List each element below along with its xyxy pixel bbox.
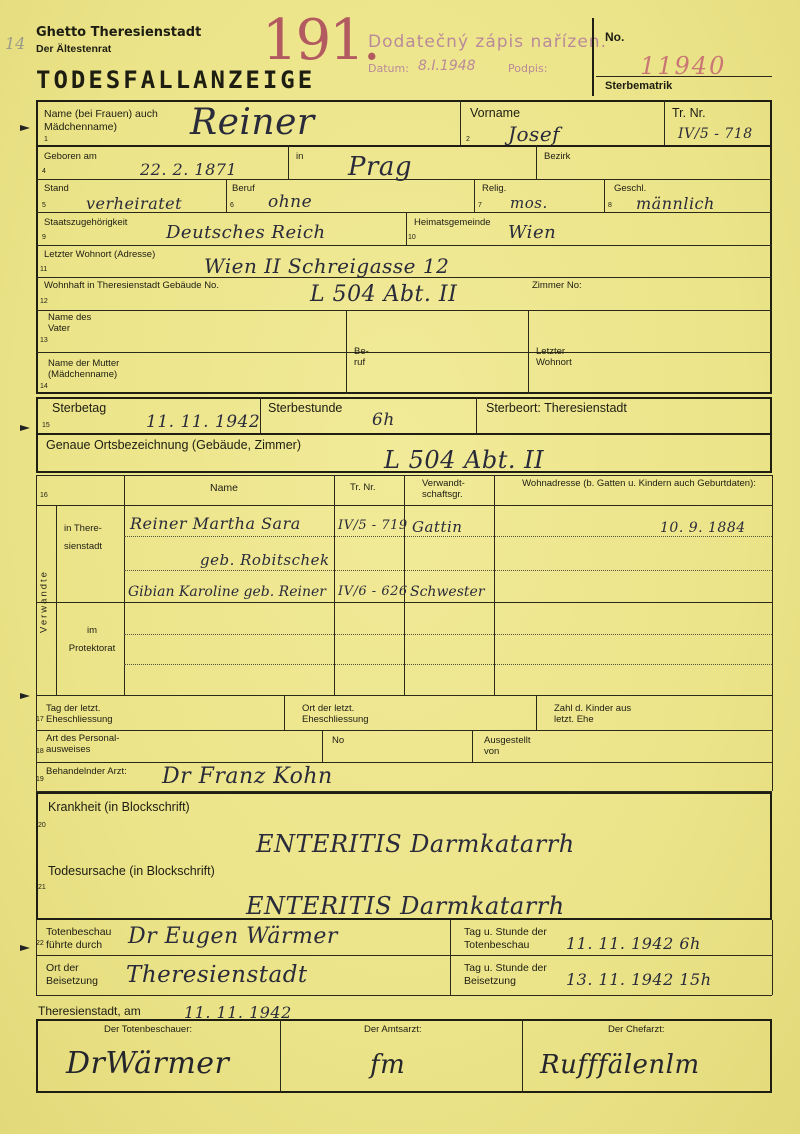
col-divider — [460, 100, 461, 145]
field-number: 14 — [40, 383, 48, 390]
ausweis-no-label: No — [332, 735, 345, 746]
staats-value: Deutsches Reich — [166, 222, 326, 243]
field-number: 16 — [40, 492, 48, 499]
row-divider — [124, 536, 772, 537]
krankheit-label: Krankheit (in Blockschrift) — [48, 800, 190, 814]
col-divider — [536, 145, 537, 179]
row-divider — [36, 695, 772, 696]
row-divider — [36, 433, 772, 435]
sterbematrik-label: Sterbematrik — [605, 80, 673, 92]
stamp-date: 8.I.1948 — [418, 58, 476, 74]
col-divider — [604, 179, 605, 212]
rel-header-name: Name — [210, 482, 239, 494]
field-number: 6 — [230, 202, 234, 209]
sterbetag-label: Sterbetag — [52, 401, 107, 415]
no-value: 11940 — [640, 52, 727, 80]
col-divider — [772, 475, 773, 695]
field-number: 19 — [36, 776, 44, 783]
rel-row2-name: geb. Robitschek — [200, 551, 330, 569]
wohnort-value: Wien II Schreigasse 12 — [204, 254, 450, 278]
sterbestunde-value: 6h — [372, 410, 395, 430]
field-number: 8 — [608, 202, 612, 209]
field-number: 18 — [36, 748, 44, 755]
field-number: 1 — [44, 136, 48, 143]
field-number: 7 — [478, 202, 482, 209]
field-number: 15 — [42, 422, 50, 429]
name-label: Name (bei Frauen) auch Mädchenname) — [44, 108, 158, 133]
stamp-dodatecny: Dodatečný zápis nařízen. — [368, 32, 607, 52]
beruf-value: ohne — [268, 192, 313, 212]
rel-row3-rel: Schwester — [410, 584, 485, 600]
row-divider — [36, 995, 772, 996]
signature-chefarzt: Rufffälenlm — [540, 1050, 700, 1080]
col-divider — [772, 920, 773, 995]
arzt-value: Dr Franz Kohn — [162, 764, 333, 789]
col-divider — [472, 730, 473, 762]
punch-hole-icon — [20, 420, 30, 430]
ort-beisetzung-label: Ort der Beisetzung — [46, 962, 98, 987]
signature-amtsarzt: fm — [370, 1050, 406, 1080]
trnr-value: IV/5 - 718 — [678, 126, 753, 142]
stand-value: verheiratet — [86, 194, 183, 213]
rel-header-trnr: Tr. Nr. — [350, 482, 376, 493]
trnr-label: Tr. Nr. — [672, 106, 706, 120]
col-divider — [522, 1019, 523, 1093]
geschl-value: männlich — [636, 194, 715, 213]
rel-row3-trnr: IV/6 - 626 — [338, 584, 408, 599]
tag-ehe-label: Tag der letzt. Eheschliessung — [46, 703, 113, 725]
rel-in-there: in There- sienstadt — [64, 523, 103, 552]
letzter-wohnort-label: Letzter Wohnort — [536, 346, 572, 368]
sterbeort-label: Sterbeort: Theresienstadt — [486, 401, 627, 415]
row-divider — [36, 310, 772, 311]
col-divider — [226, 179, 227, 212]
rel-im-protektorat: im Protektorat — [68, 625, 116, 654]
col-divider — [36, 920, 37, 995]
place-date-label: Theresienstadt, am — [38, 1004, 141, 1018]
row-divider — [36, 145, 772, 147]
field-number: 17 — [36, 716, 44, 723]
wohnhaft-label: Wohnhaft in Theresienstadt Gebäude No. — [44, 280, 219, 291]
field-number: 21 — [38, 884, 46, 891]
col-divider — [406, 212, 407, 245]
col-divider — [124, 475, 125, 695]
row-divider — [124, 570, 772, 571]
corner-mark: 14 — [5, 34, 26, 53]
field-number: 20 — [38, 822, 46, 829]
relig-value: mos. — [510, 194, 548, 212]
totenbeschau-value: Dr Eugen Wärmer — [128, 924, 338, 949]
wohnort-label: Letzter Wohnort (Adresse) — [44, 249, 156, 260]
vorname-value: Josef — [508, 122, 561, 146]
krankheit-value: ENTERITIS Darmkatarrh — [256, 830, 575, 858]
org-subtitle: Der Ältestenrat — [36, 43, 112, 55]
sterbestunde-label: Sterbestunde — [268, 401, 343, 415]
rel-row3-name: Gibian Karoline geb. Reiner — [128, 584, 326, 600]
form-title: TODESFALLANZEIGE — [36, 66, 316, 94]
heimat-value: Wien — [508, 222, 557, 243]
col-divider — [322, 730, 323, 762]
field-number: 5 — [42, 202, 46, 209]
geboren-label: Geboren am — [44, 151, 97, 162]
ausgestellt-label: Ausgestellt von — [484, 735, 531, 757]
todesursache-value: ENTERITIS Darmkatarrh — [246, 892, 565, 920]
field-number: 2 — [466, 136, 470, 143]
vater-label: Name des Vater — [48, 312, 92, 334]
staats-label: Staatszugehörigkeit — [44, 217, 128, 228]
rel-row1-rel: Gattin — [412, 518, 463, 536]
tag-beisetzung-value: 13. 11. 1942 15h — [566, 970, 712, 989]
tag-totenbeschau-label: Tag u. Stunde der Totenbeschau — [464, 926, 547, 951]
beruf-label: Beruf — [232, 183, 255, 194]
row-divider — [36, 955, 772, 956]
ortsbez-value: L 504 Abt. II — [384, 446, 545, 474]
totenbeschauer-label: Der Totenbeschauer: — [104, 1024, 193, 1035]
arzt-label: Behandelnder Arzt: — [46, 766, 127, 777]
todesursache-label: Todesursache (in Blockschrift) — [48, 864, 215, 878]
totenbeschau-label: Totenbeschau führte durch — [46, 926, 112, 951]
vorname-label: Vorname — [470, 106, 521, 120]
col-divider — [334, 475, 335, 695]
ausweis-label: Art des Personal- ausweises — [46, 733, 120, 755]
col-divider — [474, 179, 475, 212]
ort-ehe-label: Ort der letzt. Eheschliessung — [302, 703, 369, 725]
col-divider — [494, 475, 495, 695]
no-underline — [596, 76, 772, 77]
ortsbez-label: Genaue Ortsbezeichnung (Gebäude, Zimmer) — [46, 438, 301, 452]
field-number: 9 — [42, 234, 46, 241]
punch-hole-icon — [20, 120, 30, 130]
field-number: 13 — [40, 337, 48, 344]
rel-header-verwandt: Verwandt- schaftsgr. — [422, 478, 465, 500]
col-divider — [536, 695, 537, 730]
field-number: 22 — [36, 940, 44, 947]
field-number: 12 — [40, 298, 48, 305]
stamp-sign-label: Podpis: — [508, 62, 548, 75]
punch-hole-icon — [20, 940, 30, 950]
chefarzt-label: Der Chefarzt: — [608, 1024, 665, 1035]
big-red-number: 191. — [262, 8, 379, 73]
in-label: in — [296, 151, 304, 162]
tag-beisetzung-label: Tag u. Stunde der Beisetzung — [464, 962, 547, 987]
name-value: Reiner — [190, 102, 315, 143]
wohnhaft-value: L 504 Abt. II — [310, 282, 458, 307]
rel-row1-name: Reiner Martha Sara — [130, 514, 301, 533]
bezirk-label: Bezirk — [544, 151, 571, 162]
col-divider — [772, 695, 773, 791]
org-name: Ghetto Theresienstadt — [36, 25, 202, 40]
col-divider — [36, 475, 37, 695]
col-divider — [450, 920, 451, 995]
ort-beisetzung-value: Theresienstadt — [126, 962, 308, 988]
in-value: Prag — [348, 152, 413, 182]
amtsarzt-label: Der Amtsarzt: — [364, 1024, 422, 1035]
beruf2-label: Be- ruf — [354, 346, 369, 368]
geschl-label: Geschl. — [614, 183, 647, 194]
stand-label: Stand — [44, 183, 69, 194]
rel-row1-addr: 10. 9. 1884 — [660, 520, 746, 536]
row-divider — [36, 245, 772, 246]
signature-totenbeschauer: DrWärmer — [66, 1046, 230, 1081]
col-divider — [280, 1019, 281, 1093]
kinder-label: Zahl d. Kinder aus letzt. Ehe — [554, 703, 632, 725]
rel-header-wohnadresse: Wohnadresse (b. Gatten u. Kindern auch Geburtdaten): — [522, 478, 756, 489]
punch-hole-icon — [20, 688, 30, 698]
row-divider — [124, 634, 772, 635]
zimmer-label: Zimmer No: — [532, 280, 582, 291]
stamp-date-label: Datum: — [368, 62, 409, 75]
field-number: 10 — [408, 234, 416, 241]
heimat-label: Heimatsgemeinde — [414, 217, 491, 228]
sterbetag-value: 11. 11. 1942 — [146, 412, 261, 432]
col-divider — [346, 310, 347, 394]
field-number: 4 — [42, 168, 46, 175]
col-divider — [288, 145, 289, 179]
relig-label: Relig. — [482, 183, 507, 194]
rel-side-label: Verwandte — [38, 570, 50, 633]
header-divider — [592, 18, 594, 96]
col-divider — [528, 310, 529, 394]
row-divider — [36, 352, 772, 353]
col-divider — [664, 100, 665, 145]
place-date-value: 11. 11. 1942 — [184, 1003, 292, 1022]
rel-row1-trnr: IV/5 - 719 — [338, 518, 408, 533]
col-divider — [284, 695, 285, 730]
row-divider — [124, 664, 772, 665]
row-divider — [36, 602, 772, 603]
tag-totenbeschau-value: 11. 11. 1942 6h — [566, 934, 701, 953]
col-divider — [476, 397, 477, 433]
row-divider — [36, 762, 772, 763]
geboren-value: 22. 2. 1871 — [140, 160, 238, 179]
row-divider — [36, 730, 772, 731]
no-label: No. — [605, 30, 625, 44]
mutter-label: Name der Mutter (Mädchenname) — [48, 358, 120, 380]
col-divider — [56, 505, 57, 695]
field-number: 11 — [40, 266, 48, 273]
